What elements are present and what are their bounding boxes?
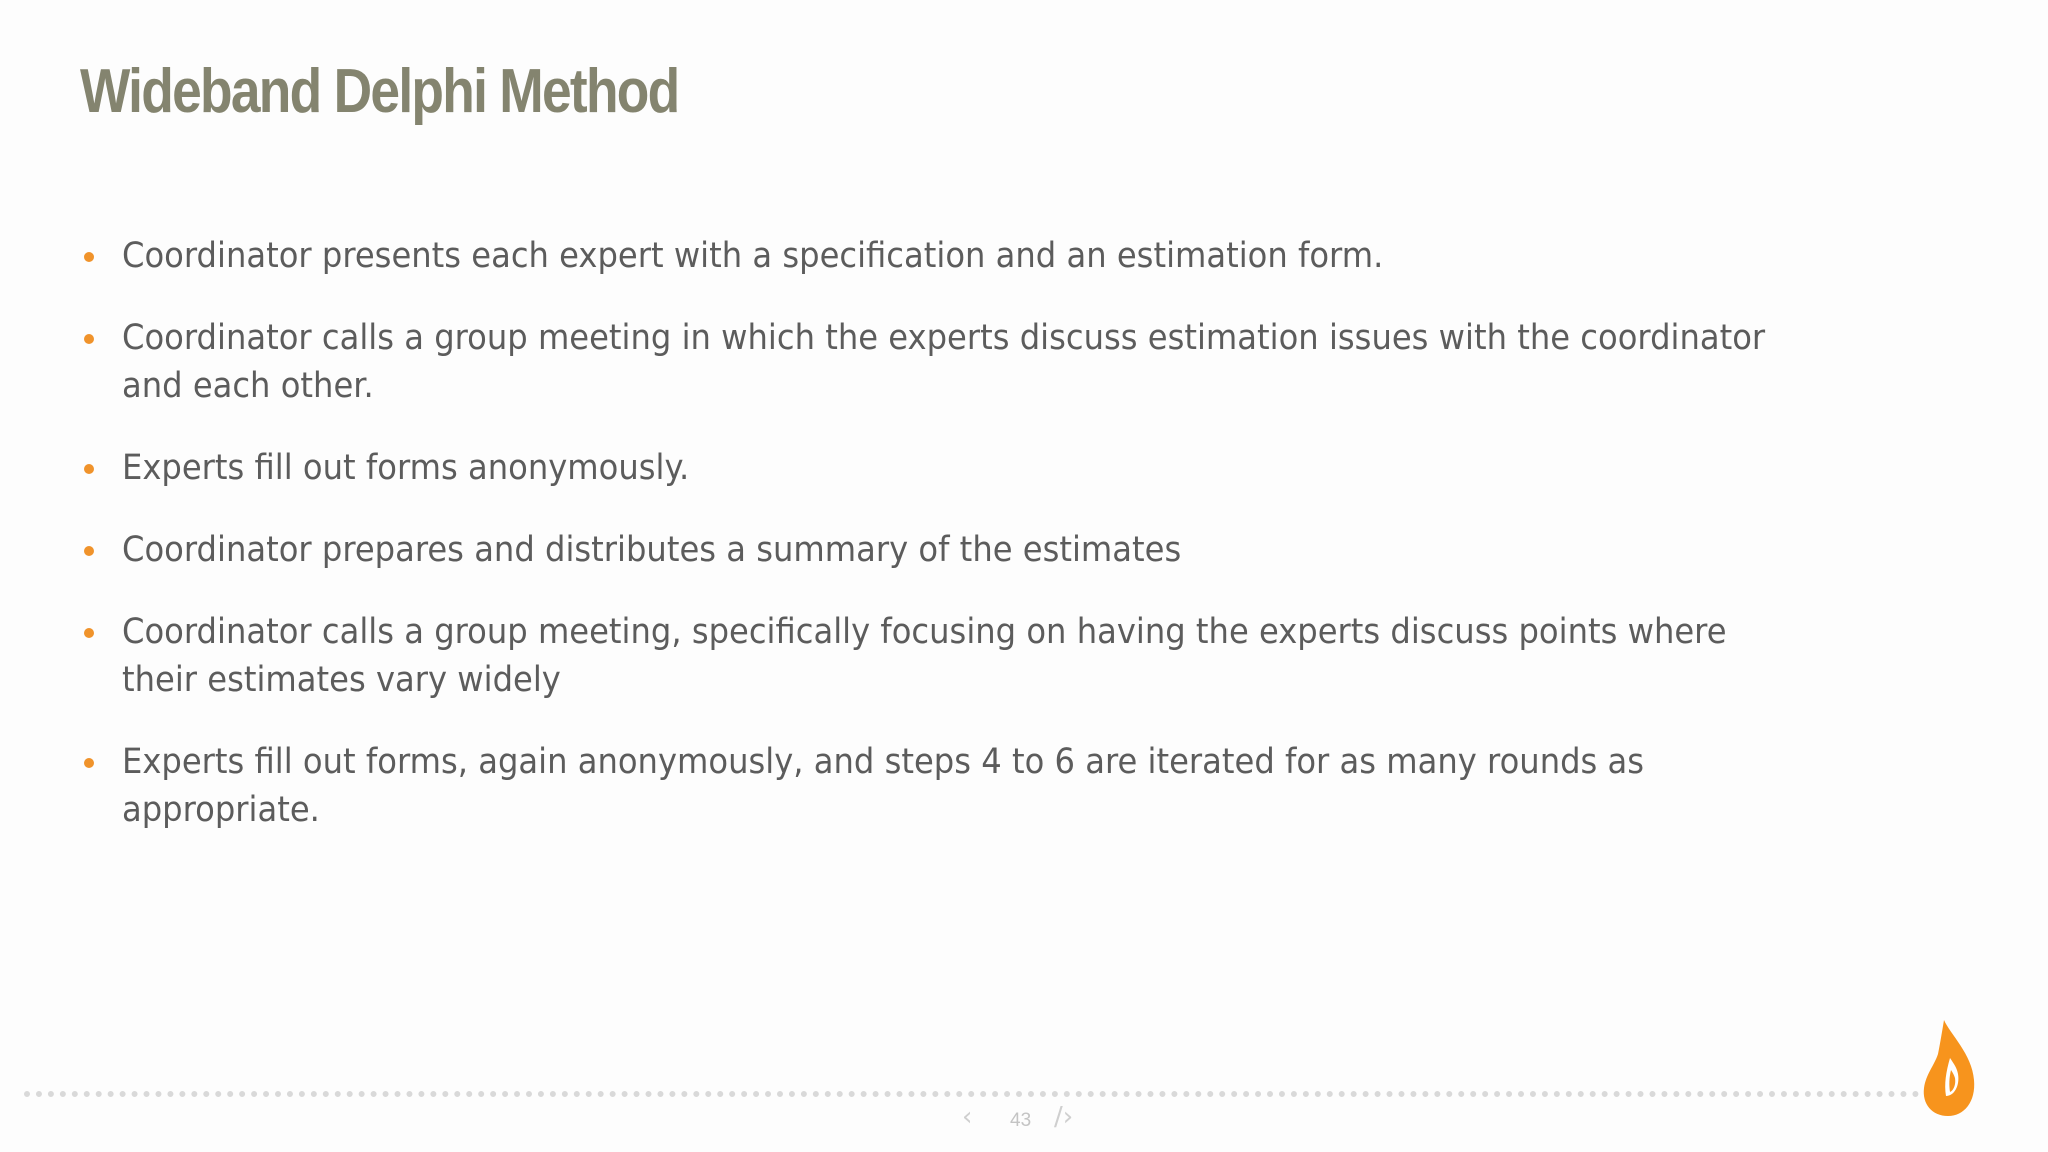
flame-logo-icon [1920, 1018, 1980, 1118]
bullet-text: Experts fill out forms, again anonymously, and steps 4 to 6 are iterated for as many rounds as appropriate. [122, 742, 1645, 830]
bullet-item [78, 444, 1958, 492]
bullet-dot [84, 546, 94, 556]
page-number: 43 [1010, 1110, 1032, 1131]
bullet-text: Coordinator prepares and distributes a summary of the estimates [122, 530, 1182, 570]
bullet-item [78, 608, 1958, 704]
bullet-dot [84, 464, 94, 474]
bullet-text: Experts fill out forms anonymously. [122, 448, 690, 488]
bullet-item [78, 314, 1958, 410]
bullet-text: Coordinator calls a group meeting in which the experts discuss estimation issues with the coordinator and each other. [122, 318, 1766, 406]
bullet-dot [84, 252, 94, 262]
bullet-text: Coordinator calls a group meeting, specifically focusing on having the experts discuss points where their estimates vary widely [122, 612, 1727, 700]
bullet-dot [84, 334, 94, 344]
bullet-dot [84, 758, 94, 768]
bullet-list [78, 232, 1958, 868]
chevron-left-icon[interactable]: ‹ [962, 1102, 973, 1132]
bullet-dot [84, 628, 94, 638]
bullet-item [78, 526, 1958, 574]
slide-title: Wideband Delphi Method [80, 57, 679, 126]
chevron-right-icon[interactable]: /› [1054, 1102, 1074, 1132]
bullet-item [78, 738, 1958, 834]
bullet-item [78, 232, 1958, 280]
footer-divider [24, 1091, 1920, 1097]
bullet-text: Coordinator presents each expert with a specification and an estimation form. [122, 236, 1384, 276]
